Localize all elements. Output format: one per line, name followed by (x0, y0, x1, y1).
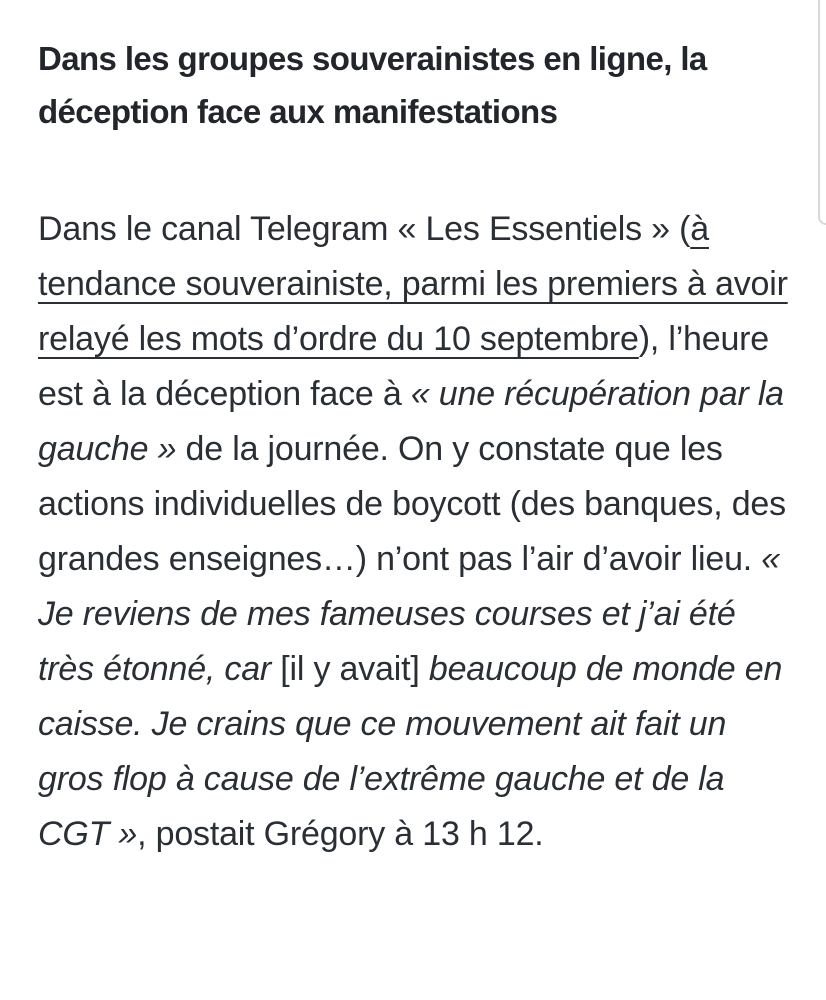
section-heading: Dans les groupes souverainistes en ligne, la déception face aux manifestations (38, 40, 707, 130)
quote-gregory-part2: beaucoup de monde en caisse. Je crains que ce mouvement ait fait un gros flop à cause de l’extrême gauche et de la CGT » (38, 650, 783, 853)
paragraph-after-link: ), l’heure est à la déception face à (38, 320, 770, 413)
inline-link-souverainiste[interactable]: à tendance souverainiste, parmi les premiers à avoir relayé les mots d’ordre du 10 septembre (38, 210, 788, 358)
article-paragraph (38, 202, 798, 862)
paragraph-intro: Dans le canal Telegram « Les Essentiels » ( (38, 210, 691, 248)
article-section (38, 32, 798, 862)
editorial-insert: [il y avait] (271, 650, 429, 688)
scrollbar-edge[interactable] (818, 0, 826, 225)
paragraph-closing: , postait Grégory à 13 h 12. (137, 815, 544, 853)
paragraph-middle: de la journée. On y constate que les actions individuelles de boycott (des banques, des grandes enseignes…) n’ont pas l’air d’avoir lieu. (38, 430, 786, 578)
quote-recuperation: « une récupération par la gauche » (38, 375, 784, 468)
quote-gregory-part1: « Je reviens de mes fameuses courses et j’ai été très étonné, car (38, 540, 781, 688)
